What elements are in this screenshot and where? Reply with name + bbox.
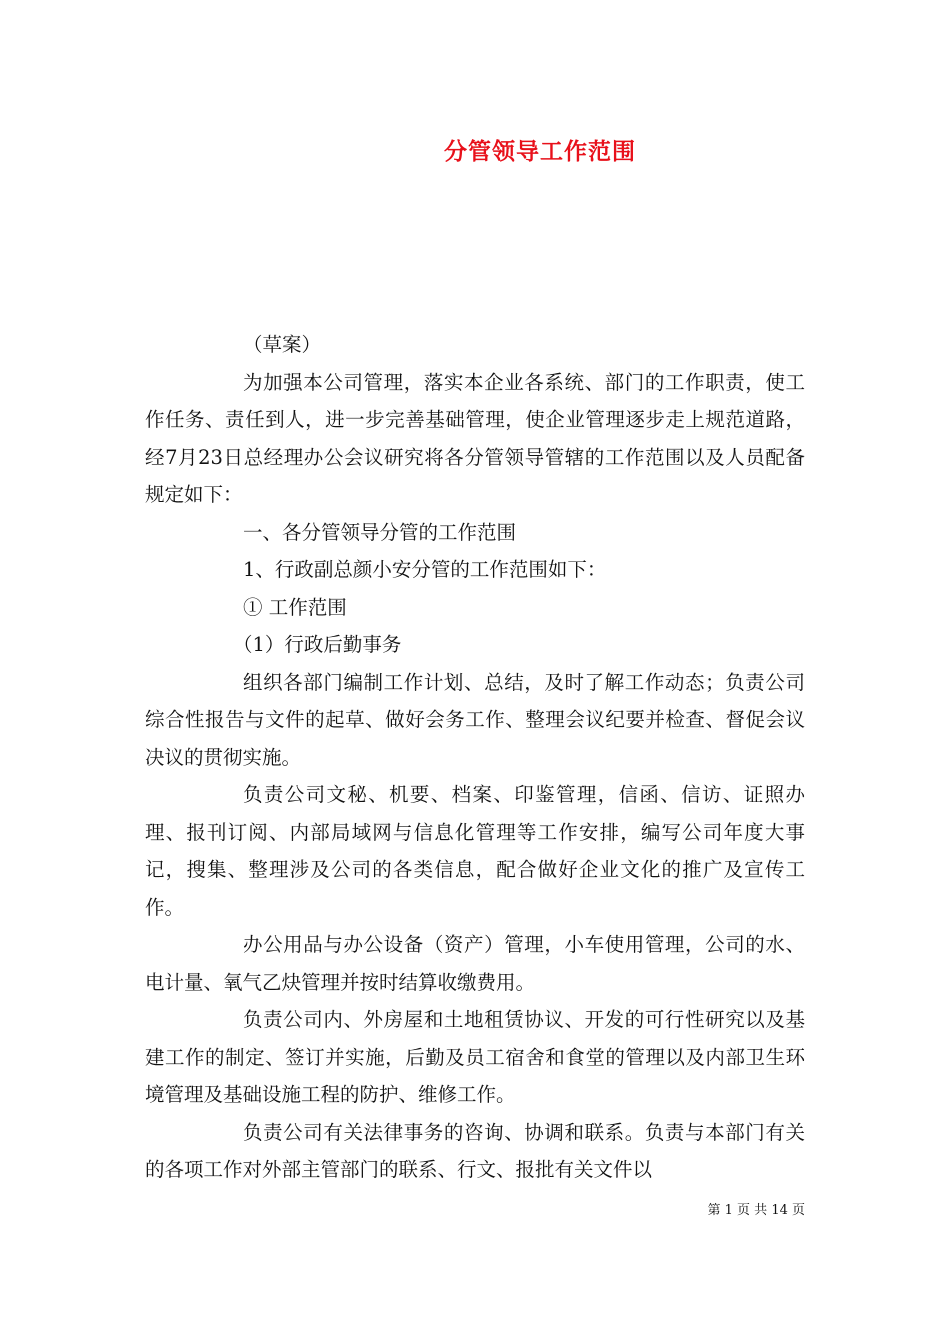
subsection-heading-1: 1、行政副总颜小安分管的工作范围如下： bbox=[243, 558, 607, 581]
paragraph-secretarial: 负责公司文秘、机要、档案、印鉴管理，信函、信访、证照办理、报刊订阅、内部局域网与信息化管理等工作安排，编写公司年度大事记，搜集、整理涉及公司的各类信息，配合做好企业文化的推广及宣传工作。 bbox=[145, 783, 805, 919]
paragraph-intro: 为加强本公司管理，落实本企业各系统、部门的工作职责，使工作任务、责任到人，进一步完善基础管理，使企业管理逐步走上规范道路，经7月23日总经理办公会议研究将各分管领导管辖的工作范围以及人员配备规定如下： bbox=[145, 370, 805, 506]
paragraph-office-supplies: 办公用品与办公设备（资产）管理，小车使用管理，公司的水、电计量、氧气乙炔管理并按时结算收缴费用。 bbox=[145, 933, 805, 994]
item-heading-admin-affairs: （1）行政后勤事务 bbox=[233, 633, 402, 656]
page-title: 分管领导工作范围 bbox=[444, 138, 636, 165]
section-heading-1: 一、各分管领导分管的工作范围 bbox=[243, 520, 517, 544]
paragraph-legal: 负责公司有关法律事务的咨询、协调和联系。负责与本部门有关的各项工作对外部主管部门的联系、行文、报批有关文件以 bbox=[145, 1120, 805, 1181]
page-footer: 第 1 页 共 14 页 bbox=[707, 1203, 805, 1218]
item-heading-work-scope: ① 工作范围 bbox=[243, 595, 347, 619]
document-body bbox=[145, 326, 805, 1189]
paragraph-planning: 组织各部门编制工作计划、总结，及时了解工作动态；负责公司综合性报告与文件的起草、做好会务工作、整理会议纪要并检查、督促会议决议的贯彻实施。 bbox=[145, 670, 805, 769]
paragraph-property: 负责公司内、外房屋和土地租赁协议、开发的可行性研究以及基建工作的制定、签订并实施，后勤及员工宿舍和食堂的管理以及内部卫生环境管理及基础设施工程的防护、维修工作。 bbox=[145, 1008, 805, 1106]
paragraph-draft: （草案） bbox=[243, 333, 322, 356]
